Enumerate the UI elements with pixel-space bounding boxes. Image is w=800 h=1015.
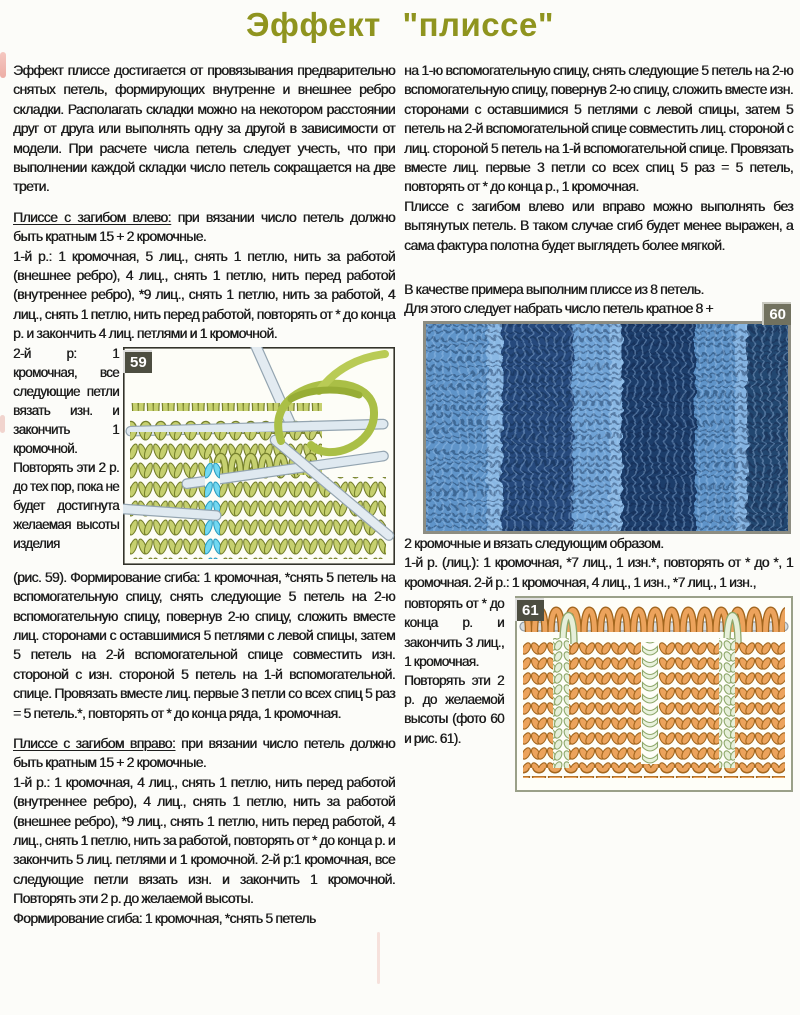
right-column	[404, 61, 793, 796]
figure-61-side-text	[404, 594, 504, 748]
pleats-left-heading: Плиссе с загибом влево:	[13, 208, 171, 225]
pleats-left-fold: (рис. 59). Формирование сгиба: 1 кромочная, *снять 5 петель на вспомогательную спицу, снять следующие 5 петель на 2-ю вспомогательную спицу, повернув 2-ю спицу, сложить вместе лиц. сторонами с оставшимися 5 петлями с левой спицы, затем 5 петель на 2-й вспомогательной спице совместить изн. стороной с изн. стороной 5 петель на 1-й вспомогательной. спице. Провязать вместе лиц. первые 3 петли со всех спиц 5 раз = 5 петель.*, повторять от * до конца ряда, 1 кромочная.	[13, 568, 395, 721]
example-rows-wrap: повторять от * до конца р. и закончить 3 лиц., 1 кромочная.	[404, 596, 504, 669]
scan-artifact	[0, 52, 6, 78]
scan-artifact	[377, 932, 380, 984]
figure-61	[515, 596, 793, 797]
figure-59-badge: 59	[123, 350, 152, 373]
fold-continuation: на 1-ю вспомогательную спицу, снять следующие 5 петель на 2-ю вспомогательную спицу, повернув 2-ю спицу, сложить вместе изн. сторонами с оставшимися 5 петлями с левой спицы, затем 5 петель на 2-й вспомогательной спице совместить лиц. стороной с лиц. стороной 5 петель на 1-й вспомогательной спице. Провязать вместе лиц. первые 3 петли со всех спиц 5 раз = 5 петель, повторять от * до конца р., 1 кромочная.	[404, 62, 793, 195]
figure-59-side-text	[13, 344, 119, 553]
pleats-right-heading-rest: при вязании число петель должно быть кратным 15 + 2 кромочные.	[13, 734, 395, 771]
pleats-right-fold-start: Формирование сгиба: 1 кромочная, *снять 5 петель	[13, 909, 316, 926]
example-rows: 1-й р. (лиц.): 1 кромочная, *7 лиц., 1 изн.*, повторять от * до *, 1 кромочная. 2-й р.: 1 кромочная, 4 лиц., 1 изн., *7 лиц., 1 изн.,	[404, 554, 793, 590]
pleats-left-heading-paragraph	[13, 208, 395, 247]
page-title: Эффект "плиссе"	[245, 6, 555, 43]
pleats-left-heading-rest: при вязании число петель должно быть кратным 15 + 2 кромочные.	[13, 208, 395, 245]
figure-59-block	[13, 344, 395, 568]
example-intro: В качестве примера выполним плиссе из 8 петель.	[404, 281, 704, 298]
figure-61-badge: 61	[515, 598, 544, 621]
scan-artifact	[0, 415, 5, 433]
example-repeat: Повторять эти 2 р. до желаемой высоты (фото 60 и рис. 61).	[404, 672, 504, 746]
knitting-diagram-61-image	[515, 596, 793, 792]
example-after-photo: 2 кромочные и вязать следующим образом.	[404, 534, 664, 551]
knitting-diagram-59-image	[123, 347, 395, 565]
pleats-left-row2: 2-й р: 1 кромочная, все следующие петли вязать изн. и закончить 1 кромочной.	[13, 345, 119, 456]
left-column	[13, 61, 395, 928]
figure-59	[123, 347, 395, 570]
figure-61-block	[404, 594, 793, 796]
figure-60-badge: 60	[762, 302, 791, 325]
pleats-right-heading: Плиссе с загибом вправо:	[13, 734, 176, 751]
pleats-right-body: 1-й р.: 1 кромочная, 4 лиц., снять 1 петлю, нить перед работой (внутреннее ребро), 4 лиц., снять 1 петлю, нить за работой (внешнее ребро), *9 лиц., снять 1 петлю, нить перед работой, 4 лиц., снять 1 петлю, нить за работой, повторять от * до конца р. и закончить 5 лиц. петлями и 1 кромочной. 2-й р:1 кромочная, все следующие петли вязать изн. и закончить 1 кромочной. Повторять эти 2 р. до желаемой высоты.	[13, 773, 395, 907]
pleats-left-row2-repeat: Повторять эти 2 р. до тех пор, пока не будет достигнута желаемая высоты изделия	[13, 459, 119, 551]
example-cast-on: Для этого следует набрать число петель кратное 8 +	[404, 300, 713, 317]
soft-pleats-note: Плиссе с загибом влево или вправо можно выполнять без вытянутых петель. В таком случае сгиб будет менее выражен, а сама фактура полотна будет выглядеть более мягкой.	[404, 197, 793, 253]
intro-paragraph: Эффект плиссе достигается от провязывания предварительно снятых петель, формирующих внутренне и внешнее ребро складки. Располагать складки можно на некотором расстоянии друг от друга или выполнять одну за другой в зависимости от модели. При расчете числа петель следует учесть, что при выполнении каждой складки число петель сокращается на две трети.	[13, 62, 395, 195]
pleats-right-heading-paragraph	[13, 734, 395, 773]
blue-pleats-photo-image	[423, 321, 791, 534]
pleats-left-row1: 1-й р.: 1 кромочная, 5 лиц., снять 1 петлю, нить за работой (внешнее ребро), 4 лиц., снять 1 петлю, нить перед работой (внутреннее ребро), *9 лиц., снять 1 петлю, нить за работой, 4 лиц., снять 1 петлю, нить перед работой, повторять от * до конца р. и закончить 4 лиц. петлями и 1 кромочной.	[13, 247, 395, 342]
